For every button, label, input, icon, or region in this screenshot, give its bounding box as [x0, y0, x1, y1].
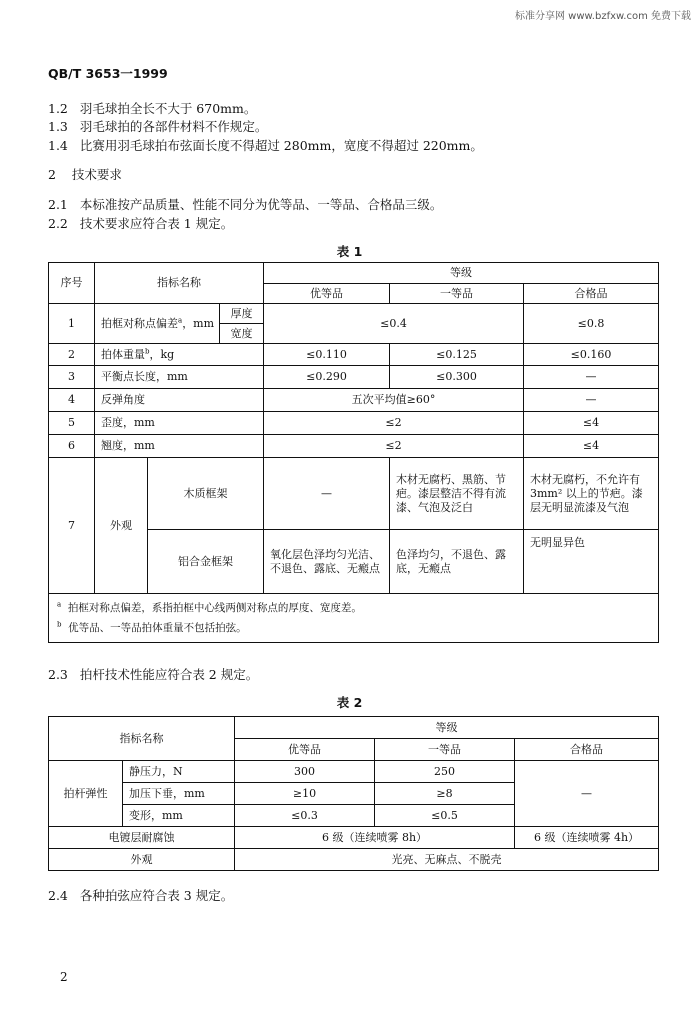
row-name: 歪度，mm — [95, 412, 264, 435]
row-premium: ≤0.3 — [235, 805, 375, 827]
row-seq: 6 — [49, 435, 95, 458]
row-wood-label: 木质框架 — [148, 458, 264, 530]
row-name: 拍框对称点偏差$^a$，mm — [95, 304, 220, 344]
row-name: 反弹角度 — [95, 389, 264, 412]
row-seq: 7 — [49, 458, 95, 594]
table-1-caption: 表 1 — [336, 244, 363, 259]
section-title: 技术要求 — [71, 167, 122, 182]
row-premium-first: ≤0.4 — [264, 304, 524, 344]
table-row — [49, 849, 659, 871]
row-premium: ≥10 — [235, 783, 375, 805]
clause-text: 拍杆技术性能应符合表 2 规定。 — [79, 667, 259, 682]
row-premium-first: ≤2 — [264, 435, 524, 458]
row-seq: 5 — [49, 412, 95, 435]
row-sub-thickness: 厚度 — [220, 304, 264, 324]
corrosion-qualified: 6 级（连续喷雾 4h） — [515, 827, 659, 849]
table-row — [49, 827, 659, 849]
clause-text: 技术要求应符合表 1 规定。 — [79, 216, 234, 231]
row-first: ≤0.300 — [390, 366, 524, 389]
row-premium: ≤0.290 — [264, 366, 390, 389]
watermark: 标准分享网 www.bzfxw.com 免费下载 — [515, 11, 691, 22]
header-qualified: 合格品 — [524, 284, 659, 304]
row-seq: 4 — [49, 389, 95, 412]
clause-text: 本标准按产品质量、性能不同分为优等品、一等品、合格品三级。 — [79, 197, 443, 212]
footnote-a: $^a$ 拍框对称点偏差，系指拍框中心线两侧对称点的厚度、宽度差。 — [57, 600, 362, 614]
row-sub-width: 宽度 — [220, 324, 264, 344]
header-qualified: 合格品 — [515, 739, 659, 761]
clause-1-3 — [48, 119, 267, 135]
row-qualified: — — [524, 389, 659, 412]
row-seq: 1 — [49, 304, 95, 344]
row-alloy-label: 铝合金框架 — [148, 530, 264, 594]
table-row — [49, 435, 659, 458]
clause-number: 1.4 — [48, 138, 68, 153]
appearance-name: 外观 — [49, 849, 235, 871]
header-indicator: 指标名称 — [95, 263, 264, 304]
clause-2-1 — [48, 197, 442, 213]
row-name: 加压下垂，mm — [123, 783, 235, 805]
row-seq: 3 — [49, 366, 95, 389]
row-premium: 300 — [235, 761, 375, 783]
clause-2-4 — [48, 888, 233, 904]
row-alloy-first: 色泽均匀，不退色、露底，无瘢点 — [390, 530, 524, 594]
clause-1-4 — [48, 138, 483, 154]
row-name: 拍体重量$^b$，kg — [95, 344, 264, 366]
footnotes-cell — [49, 594, 659, 643]
row-name: 静压力，N — [123, 761, 235, 783]
row-premium-first: 五次平均值≥60° — [264, 389, 524, 412]
row-qualified: — — [524, 366, 659, 389]
row-premium-first: ≤2 — [264, 412, 524, 435]
header-first: 一等品 — [375, 739, 515, 761]
clause-number: 1.2 — [48, 101, 68, 116]
clause-number: 2.3 — [48, 667, 68, 682]
clause-text: 比赛用羽毛球拍布弦面长度不得超过 280mm，宽度不得超过 220mm。 — [79, 138, 483, 153]
section-number: 2 — [48, 167, 56, 182]
appearance-value: 光亮、无麻点、不脱壳 — [235, 849, 659, 871]
row-wood-qualified: 木材无腐朽，不允许有 3mm² 以上的节疤。漆层无明显流漆及气泡 — [524, 458, 659, 530]
row-qualified: ≤0.160 — [524, 344, 659, 366]
row-wood-first: 木材无腐朽、黑筋、节疤。漆层整洁不得有流漆、气泡及泛白 — [390, 458, 524, 530]
clause-number: 1.3 — [48, 119, 68, 134]
row-first: ≤0.5 — [375, 805, 515, 827]
clause-text: 各种拍弦应符合表 3 规定。 — [79, 888, 234, 903]
clause-number: 2.4 — [48, 888, 68, 903]
header-grade: 等级 — [264, 263, 659, 284]
clause-2-2 — [48, 216, 233, 232]
header-premium: 优等品 — [235, 739, 375, 761]
row-name: 变形，mm — [123, 805, 235, 827]
header-premium: 优等品 — [264, 284, 390, 304]
corrosion-name: 电镀层耐腐蚀 — [49, 827, 235, 849]
clause-number: 2.1 — [48, 197, 68, 212]
row-qualified: ≤4 — [524, 435, 659, 458]
page-number: 2 — [60, 970, 68, 984]
header-first: 一等品 — [390, 284, 524, 304]
footnote-b: $^b$ 优等品、一等品拍体重量不包括拍弦。 — [57, 620, 247, 634]
row-seq: 2 — [49, 344, 95, 366]
header-seq: 序号 — [49, 263, 95, 304]
row-qualified: ≤4 — [524, 412, 659, 435]
row-name: 平衡点长度，mm — [95, 366, 264, 389]
clause-text: 羽毛球拍全长不大于 670mm。 — [79, 101, 257, 116]
table-row — [49, 366, 659, 389]
table-row — [49, 344, 659, 366]
table-row — [49, 761, 659, 783]
table-row — [49, 458, 659, 530]
table-footnotes — [49, 594, 659, 643]
row-alloy-qualified: 无明显异色 — [524, 530, 659, 594]
row-alloy-premium: 氧化层色泽均匀光洁、不退色、露底、无瘢点 — [264, 530, 390, 594]
elasticity-qualified: — — [515, 761, 659, 827]
header-indicator: 指标名称 — [49, 717, 235, 761]
table-1 — [48, 262, 659, 643]
row-premium: ≤0.110 — [264, 344, 390, 366]
corrosion-premium-first: 6 级（连续喷雾 8h） — [235, 827, 515, 849]
clause-number: 2.2 — [48, 216, 68, 231]
clause-2-3 — [48, 667, 258, 683]
row-name: 外观 — [95, 458, 148, 594]
clause-text: 羽毛球拍的各部件材料不作规定。 — [79, 119, 268, 134]
row-first: 250 — [375, 761, 515, 783]
table-row — [49, 412, 659, 435]
row-qualified: ≤0.8 — [524, 304, 659, 344]
row-first: ≤0.125 — [390, 344, 524, 366]
elasticity-label: 拍杆弹性 — [49, 761, 123, 827]
table-2 — [48, 716, 659, 871]
table-row — [49, 304, 659, 324]
row-first: ≥8 — [375, 783, 515, 805]
standard-code: QB/T 3653一1999 — [48, 66, 168, 81]
clause-1-2 — [48, 101, 256, 117]
section-2-heading — [48, 167, 122, 183]
row-wood-premium: — — [264, 458, 390, 530]
header-grade: 等级 — [235, 717, 659, 739]
table-row — [49, 389, 659, 412]
row-name: 翘度，mm — [95, 435, 264, 458]
table-2-caption: 表 2 — [336, 695, 363, 710]
